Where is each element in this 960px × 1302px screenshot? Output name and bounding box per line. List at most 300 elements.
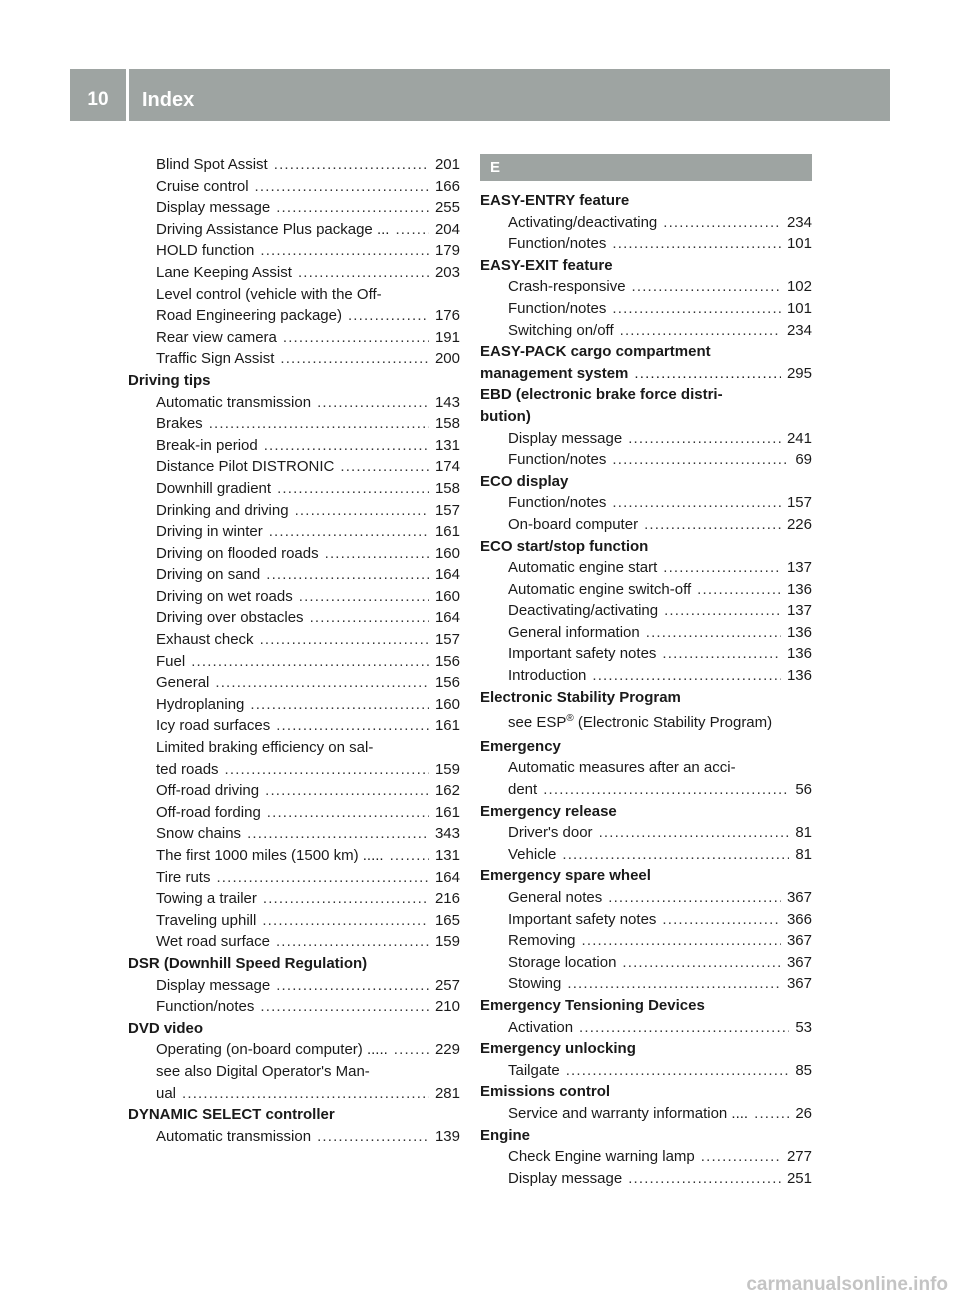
index-subentry <box>480 600 812 622</box>
leader-dots <box>599 822 790 844</box>
subentry-label: Driver's door <box>508 824 593 842</box>
leader-dots <box>663 557 781 579</box>
leader-dots <box>276 197 429 219</box>
index-group <box>480 822 812 865</box>
page-ref: 162 <box>434 782 460 800</box>
leader-dots <box>754 1103 789 1125</box>
leader-dots <box>663 212 781 234</box>
page-ref: 101 <box>786 235 812 253</box>
leader-dots <box>662 643 781 665</box>
subentry-label: Road Engineering package) <box>156 307 342 325</box>
index-subentry <box>480 233 812 255</box>
index-group <box>480 1103 812 1125</box>
index-subentry <box>480 276 812 298</box>
page-ref: 157 <box>434 631 460 649</box>
leader-dots <box>646 622 781 644</box>
index-column-right <box>480 154 812 1189</box>
page-ref: 166 <box>434 177 460 195</box>
page-ref: 255 <box>434 199 460 217</box>
index-subentry <box>128 910 460 932</box>
index-entry-title: Driving tips <box>128 371 211 389</box>
page-ref: 160 <box>434 544 460 562</box>
page-ref: 157 <box>434 501 460 519</box>
leader-dots <box>265 780 429 802</box>
subentry-label: Storage location <box>508 953 617 971</box>
page-ref: 257 <box>434 976 460 994</box>
index-entry-emergency-unlocking <box>480 1038 812 1081</box>
leader-dots <box>612 449 789 471</box>
leader-dots <box>608 887 781 909</box>
subentry-label: Deactivating/activating <box>508 602 659 620</box>
leader-dots <box>612 298 781 320</box>
leader-dots <box>634 363 781 385</box>
index-entry-title: Emergency unlocking <box>480 1040 636 1058</box>
subentry-label: Switching on/off <box>508 321 614 339</box>
index-subentry <box>128 262 460 284</box>
subentry-label: General information <box>508 623 640 641</box>
page-ref: 81 <box>795 824 812 842</box>
page-ref: 160 <box>434 695 460 713</box>
leader-dots <box>628 428 781 450</box>
index-subentry <box>128 694 460 716</box>
index-entry-title: management system <box>480 364 629 382</box>
index-subentry <box>128 802 460 824</box>
index-group <box>128 1126 460 1148</box>
leader-dots <box>582 930 781 952</box>
index-subentry <box>128 521 460 543</box>
index-subentry <box>480 973 812 995</box>
page-ref: 136 <box>786 580 812 598</box>
subentry-label: ual <box>156 1084 177 1102</box>
see-suffix: (Electronic Stability Program) <box>573 714 773 732</box>
leader-dots <box>276 931 429 953</box>
leader-dots <box>295 500 429 522</box>
page-ref: 366 <box>786 910 812 928</box>
subentry-label: Lane Keeping Assist <box>156 263 292 281</box>
index-group <box>480 212 812 255</box>
index-entry-engine <box>480 1125 812 1190</box>
index-group <box>128 392 460 953</box>
index-subentry <box>480 887 812 909</box>
leader-dots <box>274 154 429 176</box>
index-subentry <box>480 822 812 844</box>
subentry-label: Tire ruts <box>156 868 211 886</box>
index-group <box>128 1039 460 1104</box>
index-subentry <box>128 888 460 910</box>
index-entry-dynamic-select <box>128 1104 460 1147</box>
page-ref: 367 <box>786 889 812 906</box>
page-ref: 165 <box>434 911 460 929</box>
index-entry-title: DYNAMIC SELECT controller <box>128 1106 335 1124</box>
leader-dots <box>612 233 781 255</box>
index-subentry <box>128 176 460 198</box>
leader-dots <box>276 975 429 997</box>
page-ref: 160 <box>434 587 460 605</box>
subentry-label: Tailgate <box>508 1061 560 1079</box>
leader-dots <box>395 219 429 241</box>
index-subentry <box>128 1126 460 1148</box>
page-ref: 137 <box>786 559 812 577</box>
index-entry-tensioning-devices <box>480 995 812 1038</box>
page-number: 10 <box>87 89 109 110</box>
page-ref: 179 <box>434 242 460 260</box>
subentry-label: Driving in winter <box>156 523 263 541</box>
page-ref: 201 <box>434 156 460 173</box>
index-subentry <box>128 456 460 478</box>
index-subentry <box>128 305 460 327</box>
index-subentry-continued: Limited braking efficiency on sal- <box>156 739 374 757</box>
index-entry-emissions <box>480 1081 812 1124</box>
index-entry-dvd <box>128 1018 460 1104</box>
leader-dots <box>260 240 429 262</box>
see-prefix: see ESP <box>508 714 567 732</box>
index-group <box>480 887 812 995</box>
subentry-label: Operating (on-board computer) ..... <box>156 1041 388 1059</box>
leader-dots <box>562 844 789 866</box>
index-subentry <box>480 579 812 601</box>
index-subentry <box>480 428 812 450</box>
leader-dots <box>310 607 429 629</box>
subentry-label: The first 1000 miles (1500 km) ..... <box>156 847 384 864</box>
index-subentry <box>480 492 812 514</box>
index-subentry <box>128 759 460 781</box>
index-entry-title: DVD video <box>128 1019 204 1037</box>
index-subentry <box>128 780 460 802</box>
subentry-label: Driving Assistance Plus package ... <box>156 220 390 238</box>
leader-dots <box>250 694 429 716</box>
leader-dots <box>298 262 429 284</box>
index-subentry-continued: see also Digital Operator's Man- <box>156 1062 370 1080</box>
leader-dots <box>697 579 781 601</box>
subentry-label: HOLD function <box>156 242 255 260</box>
index-entry-easy-pack <box>480 341 812 384</box>
subentry-label: Cruise control <box>156 177 249 195</box>
leader-dots <box>269 521 429 543</box>
page-ref: 277 <box>786 1148 812 1166</box>
subentry-label: Rear view camera <box>156 328 277 346</box>
index-entry-title: EBD (electronic brake force distri- <box>480 386 723 404</box>
page-ref: 234 <box>786 321 812 339</box>
index-subentry <box>480 320 812 342</box>
index-entry-title: bution) <box>480 407 531 425</box>
subentry-label: General <box>156 674 210 692</box>
subentry-label: Introduction <box>508 667 587 685</box>
index-subentry <box>128 586 460 608</box>
leader-dots <box>280 348 429 370</box>
leader-dots <box>182 1083 429 1105</box>
subentry-label: Activating/deactivating <box>508 213 658 231</box>
index-group <box>480 1017 812 1039</box>
subentry-label: Exhaust check <box>156 631 254 649</box>
index-subentry <box>480 557 812 579</box>
leader-dots <box>340 456 429 478</box>
leader-dots <box>317 392 429 414</box>
index-subentry <box>128 1039 460 1061</box>
leader-dots <box>543 779 789 801</box>
subentry-label: Traffic Sign Assist <box>156 350 275 368</box>
index-entry-title: DSR (Downhill Speed Regulation) <box>128 954 368 972</box>
header-divider <box>126 69 129 121</box>
page-ref: 102 <box>786 278 812 296</box>
leader-dots <box>390 845 429 867</box>
index-subentry <box>128 240 460 262</box>
index-entry-eco-display <box>480 471 812 536</box>
index-entry-title: EASY-EXIT feature <box>480 256 613 274</box>
leader-dots <box>260 629 429 651</box>
page-ref: 143 <box>434 393 460 411</box>
page-ref: 241 <box>786 429 812 447</box>
index-entry-title: EASY-PACK cargo compartment <box>480 343 711 361</box>
index-subentry <box>128 607 460 629</box>
index-subentry <box>128 219 460 241</box>
index-subentry-continued: Automatic measures after an acci- <box>508 759 736 777</box>
subentry-label: Driving on wet roads <box>156 587 293 605</box>
index-subentry <box>480 779 812 801</box>
leader-dots <box>644 514 781 536</box>
subentry-label: Towing a trailer <box>156 890 257 908</box>
subentry-label: Fuel <box>156 652 186 670</box>
section-title: Index <box>142 89 195 111</box>
page-ref: 81 <box>795 845 812 863</box>
subentry-label: Function/notes <box>156 998 255 1016</box>
leader-dots <box>276 715 429 737</box>
leader-dots <box>209 413 429 435</box>
page-ref: 367 <box>786 975 812 993</box>
subentry-label: Crash-responsive <box>508 278 626 296</box>
subentry-label: Display message <box>508 1169 623 1187</box>
index-subentry <box>128 543 460 565</box>
subentry-label: Display message <box>156 199 271 217</box>
page-ref: 174 <box>434 458 460 476</box>
index-subentry <box>480 952 812 974</box>
subentry-label: Traveling uphill <box>156 911 257 929</box>
page-ref: 136 <box>786 667 812 685</box>
leader-dots <box>225 759 429 781</box>
subentry-label: Automatic transmission <box>156 393 312 411</box>
subentry-label: Removing <box>508 932 576 950</box>
leader-dots <box>567 973 781 995</box>
index-subentry <box>128 996 460 1018</box>
page-ref: 204 <box>434 220 460 238</box>
index-entry-title: EASY-ENTRY feature <box>480 192 630 209</box>
index-subentry <box>480 1168 812 1190</box>
index-subentry <box>128 154 460 176</box>
subentry-label: Automatic engine start <box>508 559 658 577</box>
leader-dots <box>262 910 429 932</box>
index-subentry-continued: Level control (vehicle with the Off- <box>156 285 382 303</box>
index-group <box>480 557 812 687</box>
page-ref: 229 <box>434 1041 460 1059</box>
index-group <box>480 779 812 801</box>
index-subentry <box>480 930 812 952</box>
index-subentry <box>128 629 460 651</box>
index-subentry <box>128 975 460 997</box>
leader-dots <box>622 952 781 974</box>
see-reference <box>480 712 812 734</box>
leader-dots <box>317 1126 429 1148</box>
subentry-label: Driving on sand <box>156 566 261 584</box>
index-group <box>128 975 460 1018</box>
leader-dots <box>260 996 429 1018</box>
subentry-label: On-board computer <box>508 515 639 533</box>
subentry-label: Function/notes <box>508 494 607 512</box>
index-subentry <box>480 909 812 931</box>
index-entry-spare-wheel <box>480 865 812 995</box>
page-ref: 53 <box>795 1018 812 1036</box>
page-ref: 210 <box>434 998 460 1016</box>
index-entry-easy-exit <box>480 255 812 341</box>
page-ref: 343 <box>434 825 460 843</box>
subentry-label: ted roads <box>156 760 219 778</box>
registered-mark: ® <box>566 713 574 725</box>
page-ref: 161 <box>434 803 460 821</box>
subentry-label: Brakes <box>156 415 203 433</box>
index-entry-esp <box>480 687 812 734</box>
page-ref: 159 <box>434 933 460 951</box>
index-subentry <box>480 1103 812 1125</box>
index-entry-title: Emissions control <box>480 1083 611 1101</box>
watermark: carmanualsonline.info <box>746 1274 948 1295</box>
page-ref: 164 <box>434 868 460 886</box>
leader-dots <box>266 564 429 586</box>
leader-dots <box>579 1017 789 1039</box>
subentry-label: Automatic engine switch-off <box>508 580 692 598</box>
page-ref: 85 <box>795 1061 812 1079</box>
index-entry-title: ECO start/stop function <box>480 537 649 555</box>
page-ref: 176 <box>434 307 460 325</box>
index-entry-emergency-release <box>480 801 812 866</box>
index-subentry <box>480 643 812 665</box>
page-ref: 156 <box>434 674 460 692</box>
index-group <box>480 276 812 341</box>
page-ref: 139 <box>434 1127 460 1145</box>
index-entry-dsr <box>128 953 460 1018</box>
subentry-label: General notes <box>508 889 603 906</box>
letter-heading: E <box>480 154 812 181</box>
leader-dots <box>394 1039 429 1061</box>
leader-dots <box>247 823 429 845</box>
subentry-label: Function/notes <box>508 451 607 469</box>
page-ref: 158 <box>434 479 460 497</box>
index-subentry <box>128 564 460 586</box>
leader-dots <box>348 305 429 327</box>
index-entry-eco-start-stop <box>480 536 812 687</box>
index-entry-driving-tips <box>128 370 460 953</box>
subentry-label: Service and warranty information .... <box>508 1104 749 1122</box>
leader-dots <box>632 276 781 298</box>
index-entry-title: Emergency <box>480 737 561 755</box>
subentry-label: Important safety notes <box>508 910 657 928</box>
page-ref: 191 <box>434 328 460 346</box>
index-group <box>480 1146 812 1189</box>
leader-dots <box>283 327 429 349</box>
subentry-label: Driving over obstacles <box>156 609 304 627</box>
page-ref: 156 <box>434 652 460 670</box>
leader-dots <box>255 176 429 198</box>
leader-dots <box>299 586 429 608</box>
leader-dots <box>592 665 781 687</box>
index-subentry <box>128 672 460 694</box>
leader-dots <box>216 867 429 889</box>
leader-dots <box>566 1060 790 1082</box>
index-group <box>128 154 460 370</box>
index-entry-ebd <box>480 384 812 470</box>
index-subentry <box>128 348 460 370</box>
page-ref: 56 <box>795 781 812 799</box>
page-ref: 203 <box>434 263 460 281</box>
index-subentry <box>128 500 460 522</box>
page-ref: 161 <box>434 717 460 735</box>
index-subentry <box>128 478 460 500</box>
subentry-label: Break-in period <box>156 436 258 454</box>
subentry-label: Check Engine warning lamp <box>508 1148 695 1166</box>
leader-dots <box>612 492 781 514</box>
index-entry-title: ECO display <box>480 472 569 490</box>
page-ref: 158 <box>434 415 460 433</box>
leader-dots <box>620 320 781 342</box>
leader-dots <box>263 888 429 910</box>
subentry-label: Snow chains <box>156 825 242 843</box>
page-ref: 216 <box>434 890 460 908</box>
subentry-label: Vehicle <box>508 845 557 863</box>
index-entry-title: Electronic Stability Program <box>480 688 681 706</box>
subentry-label: Off-road fording <box>156 803 261 821</box>
page-ref: 131 <box>434 847 460 864</box>
index-entry-title: Engine <box>480 1126 531 1144</box>
index-column-left <box>128 154 460 1147</box>
page-ref: 367 <box>786 932 812 950</box>
page-ref: 281 <box>434 1084 460 1102</box>
page-ref: 295 <box>786 364 812 382</box>
subentry-label: Function/notes <box>508 235 607 253</box>
index-entry-title: Emergency Tensioning Devices <box>480 996 705 1014</box>
index-subentry <box>480 844 812 866</box>
index-entry-title: Emergency spare wheel <box>480 867 651 885</box>
index-subentry <box>128 823 460 845</box>
index-entry-title-with-page <box>480 363 812 385</box>
index-entry-easy-entry <box>480 190 812 255</box>
subentry-label: Hydroplaning <box>156 695 245 713</box>
index-subentry <box>128 931 460 953</box>
page-ref: 200 <box>434 350 460 368</box>
leader-dots <box>264 435 429 457</box>
page-ref: 159 <box>434 760 460 778</box>
leader-dots <box>267 802 429 824</box>
subentry-label: Wet road surface <box>156 933 270 951</box>
index-subentry <box>128 413 460 435</box>
page-ref: 226 <box>786 515 812 533</box>
leader-dots <box>215 672 429 694</box>
leader-dots <box>191 651 429 673</box>
leader-dots <box>701 1146 781 1168</box>
page-ref: 26 <box>795 1104 812 1122</box>
index-subentry <box>128 1083 460 1105</box>
subentry-label: Function/notes <box>508 299 607 317</box>
index-subentry <box>128 435 460 457</box>
index-entry-title: Emergency release <box>480 802 617 820</box>
index-subentry <box>480 298 812 320</box>
index-subentry <box>480 1060 812 1082</box>
subentry-label: Off-road driving <box>156 782 260 800</box>
index-subentry <box>480 1017 812 1039</box>
subentry-label: Drinking and driving <box>156 501 289 519</box>
page-ref: 251 <box>786 1169 812 1187</box>
page-ref: 234 <box>786 213 812 231</box>
index-subentry <box>128 392 460 414</box>
leader-dots <box>628 1168 781 1190</box>
subentry-label: Display message <box>508 429 623 447</box>
subentry-label: Distance Pilot DISTRONIC <box>156 458 335 476</box>
